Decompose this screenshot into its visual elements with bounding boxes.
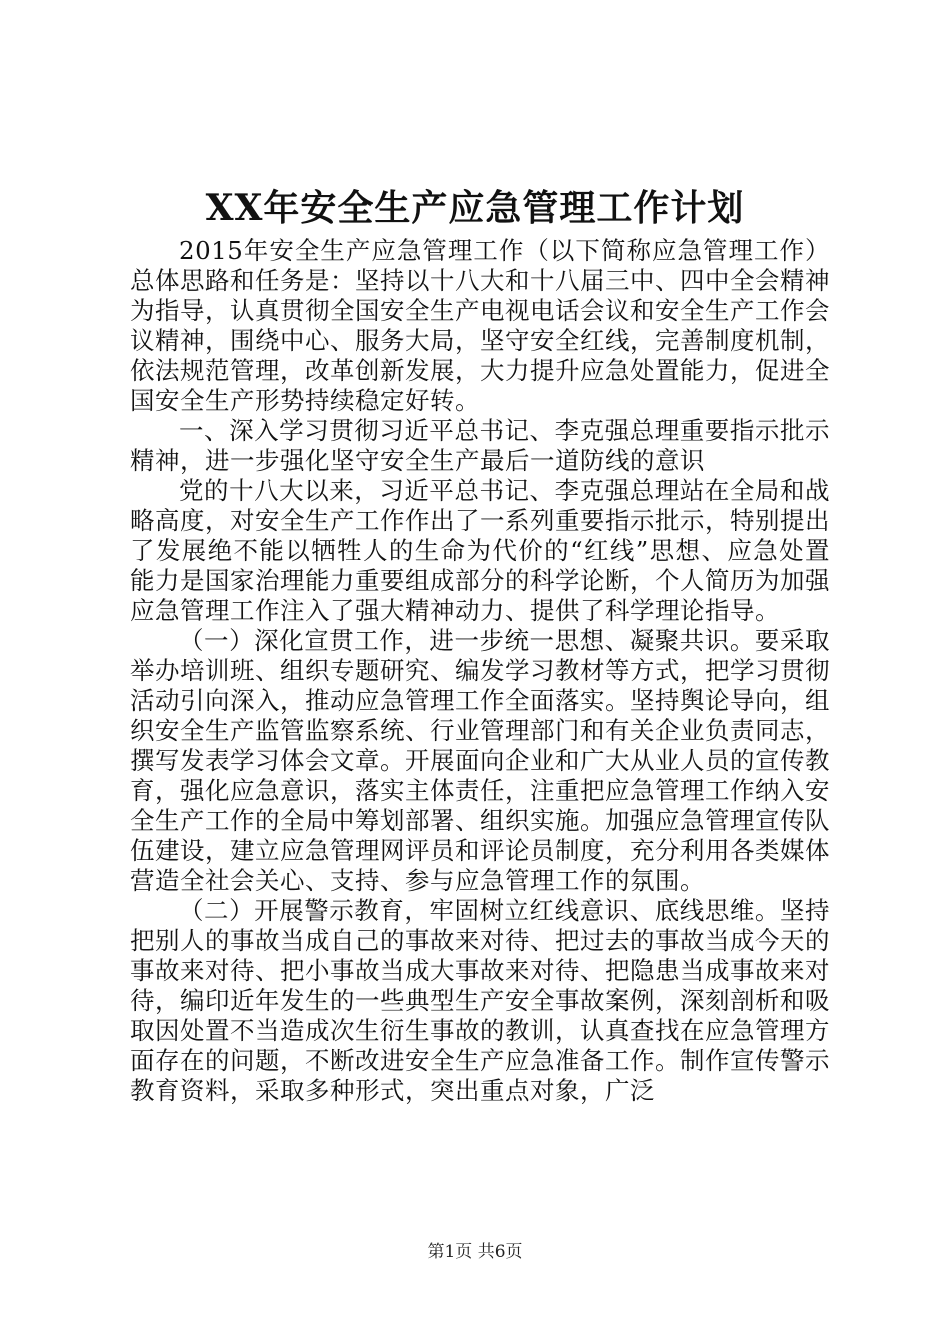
document-body [130,236,830,1106]
paragraph-intro: 2015年安全生产应急管理工作（以下简称应急管理工作）总体思路和任务是：坚持以十八大和十八届三中、四中全会精神为指导，认真贯彻全国安全生产电视电话会议和安全生产工作会议精神，围绕中心、服务大局，坚守安全红线，完善制度机制，依法规范管理，改革创新发展，大力提升应急处置能力，促进全国安全生产形势持续稳定好转。 [130,236,830,415]
paragraph-item-2: （二）开展警示教育，牢固树立红线意识、底线思维。坚持把别人的事故当成自己的事故来对待、把过去的事故当成今天的事故来对待、把小事故当成大事故来对待、把隐患当成事故来对待，编印近年发生的一些典型生产安全事故案例，深刻剖析和吸取因处置不当造成次生衍生事故的教训，认真查找在应急管理方面存在的问题，不断改进安全生产应急准备工作。制作宣传警示教育资料，采取多种形式，突出重点对象，广泛 [130,896,830,1105]
paragraph-section-heading-1: 一、深入学习贯彻习近平总书记、李克强总理重要指示批示精神，进一步强化坚守安全生产最后一道防线的意识 [130,416,830,475]
paragraph-item-1: （一）深化宣贯工作，进一步统一思想、凝聚共识。要采取举办培训班、组织专题研究、编发学习教材等方式，把学习贯彻活动引向深入，推动应急管理工作全面落实。坚持舆论导向，组织安全生产监管监察系统、行业管理部门和有关企业负责同志，撰写发表学习体会文章。开展面向企业和广大从业人员的宣传教育，强化应急意识，落实主体责任，注重把应急管理工作纳入安全生产工作的全局中筹划部署、组织实施。加强应急管理宣传队伍建设，建立应急管理网评员和评论员制度，充分利用各类媒体营造全社会关心、支持、参与应急管理工作的氛围。 [130,626,830,895]
paragraph-section-1-body: 党的十八大以来，习近平总书记、李克强总理站在全局和战略高度，对安全生产工作作出了一系列重要指示批示，特别提出了发展绝不能以牺牲人的生命为代价的“红线”思想、应急处置能力是国家治理能力重要组成部分的科学论断，个人简历为加强应急管理工作注入了强大精神动力、提供了科学理论指导。 [130,476,830,625]
document-title: XX年安全生产应急管理工作计划 [205,187,745,229]
page-number-footer: 第1页 共6页 [427,1242,523,1262]
